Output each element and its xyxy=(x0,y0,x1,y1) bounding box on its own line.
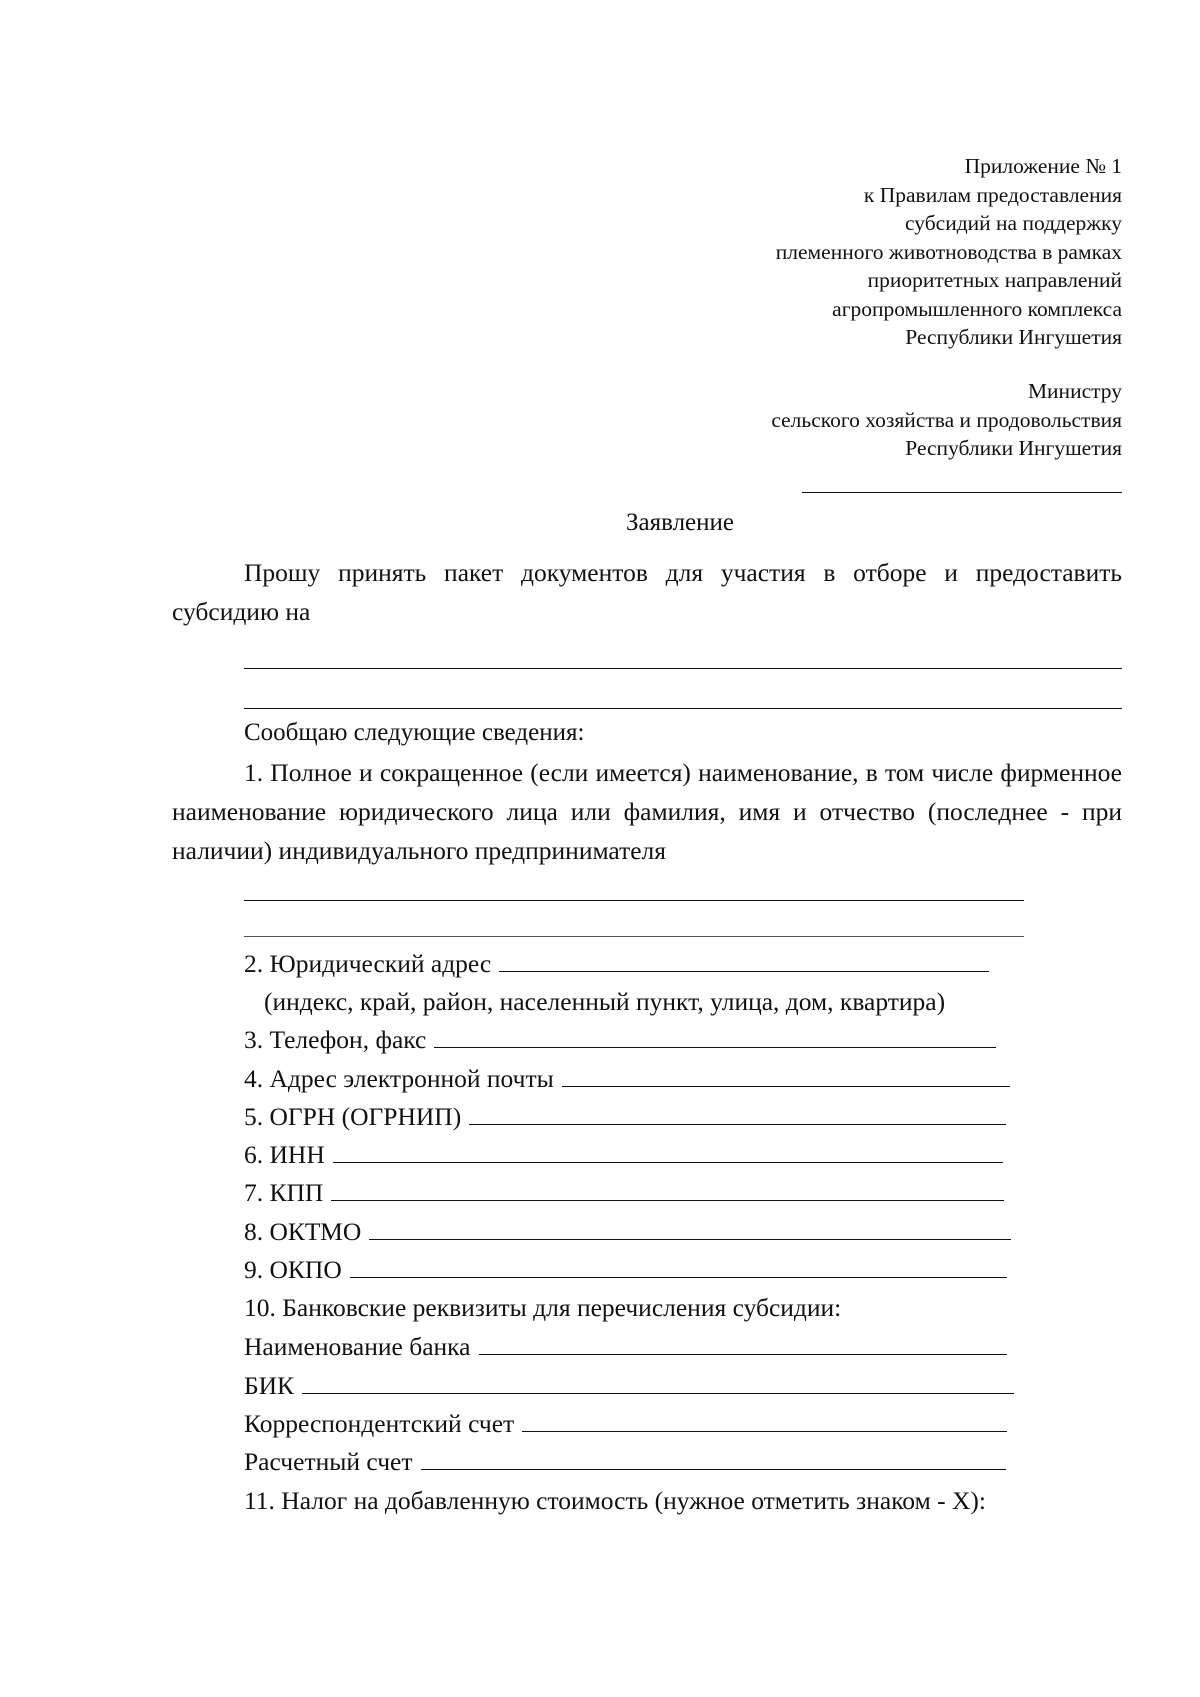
vat-heading: 11. Налог на добавленную стоимость (нужное отметить знаком - Х): xyxy=(244,1486,986,1515)
bik-row xyxy=(244,1370,1014,1402)
bik-field[interactable] xyxy=(302,1371,1014,1394)
email-label: 4. Адрес электронной почты xyxy=(244,1064,554,1093)
corr-account-field[interactable] xyxy=(522,1409,1007,1432)
addressee-name-field[interactable] xyxy=(802,492,1122,493)
oktmo-row xyxy=(244,1216,1011,1248)
appendix-line: Приложение № 1 xyxy=(964,154,1122,178)
name-field[interactable] xyxy=(244,900,1024,901)
appendix-line: племенного животноводства в рамках xyxy=(775,239,1122,264)
bik-label: БИК xyxy=(244,1371,295,1400)
oktmo-label: 8. ОКТМО xyxy=(244,1217,362,1246)
ogrn-field[interactable] xyxy=(469,1102,1006,1125)
inn-row xyxy=(244,1139,1003,1171)
legal-address-label: 2. Юридический адрес xyxy=(244,949,492,978)
intro-text: Сообщаю следующие сведения: xyxy=(244,719,585,746)
kpp-label: 7. КПП xyxy=(244,1178,324,1207)
phone-row xyxy=(244,1024,996,1056)
inn-field[interactable] xyxy=(333,1140,1003,1163)
ogrn-row xyxy=(244,1101,1006,1133)
addressee-line: Министру xyxy=(1027,379,1122,403)
appendix-line: Республики Ингушетия xyxy=(905,325,1122,349)
document-title: Заявление xyxy=(625,509,735,536)
okpo-row xyxy=(244,1254,1007,1286)
settlement-account-label: Расчетный счет xyxy=(244,1447,413,1476)
addressee-line: сельского хозяйства и продовольствия xyxy=(771,407,1122,432)
bank-name-field[interactable] xyxy=(479,1332,1007,1355)
item-1-text: 1. Полное и сокращенное (если имеется) наименование, в том числе фирменное наименование юридического лица или фамилия, имя и отчество (последнее - при наличии) индивидуального предпринимателя xyxy=(172,758,1122,865)
bank-name-label: Наименование банка xyxy=(244,1332,471,1361)
subsidy-purpose-field[interactable] xyxy=(244,668,1122,669)
okpo-field[interactable] xyxy=(350,1255,1007,1278)
legal-address-hint: (индекс, край, район, населенный пункт, улица, дом, квартира) xyxy=(264,987,946,1016)
ogrn-label: 5. ОГРН (ОГРНИП) xyxy=(244,1102,462,1131)
name-field[interactable] xyxy=(244,936,1024,937)
addressee-block xyxy=(771,377,1122,463)
appendix-header xyxy=(776,152,1122,352)
subsidy-purpose-field[interactable] xyxy=(244,708,1122,709)
bank-details-heading: 10. Банковские реквизиты для перечисления субсидии: xyxy=(244,1293,842,1322)
legal-address-field[interactable] xyxy=(499,949,989,972)
request-paragraph: Прошу принять пакет документов для участия в отборе и предоставить субсидию на xyxy=(172,558,1122,626)
kpp-row xyxy=(244,1177,1004,1209)
appendix-line: агропромышленного комплекса xyxy=(832,296,1122,321)
kpp-field[interactable] xyxy=(331,1178,1004,1201)
corr-account-row xyxy=(244,1408,1007,1440)
corr-account-label: Корреспондентский счет xyxy=(244,1409,515,1438)
appendix-line: приоритетных направлений xyxy=(867,268,1122,292)
addressee-line: Республики Ингушетия xyxy=(905,436,1122,460)
legal-address-row xyxy=(244,948,989,980)
email-row xyxy=(244,1063,1010,1095)
settlement-account-field[interactable] xyxy=(421,1447,1006,1470)
oktmo-field[interactable] xyxy=(369,1217,1011,1240)
phone-label: 3. Телефон, факс xyxy=(244,1025,427,1054)
appendix-line: к Правилам предоставления xyxy=(863,182,1122,207)
bank-name-row xyxy=(244,1331,1007,1363)
email-field[interactable] xyxy=(562,1064,1010,1087)
settlement-account-row xyxy=(244,1446,1006,1478)
okpo-label: 9. ОКПО xyxy=(244,1255,342,1284)
appendix-line: субсидий на поддержку xyxy=(904,211,1122,235)
inn-label: 6. ИНН xyxy=(244,1140,325,1169)
phone-field[interactable] xyxy=(434,1025,996,1048)
